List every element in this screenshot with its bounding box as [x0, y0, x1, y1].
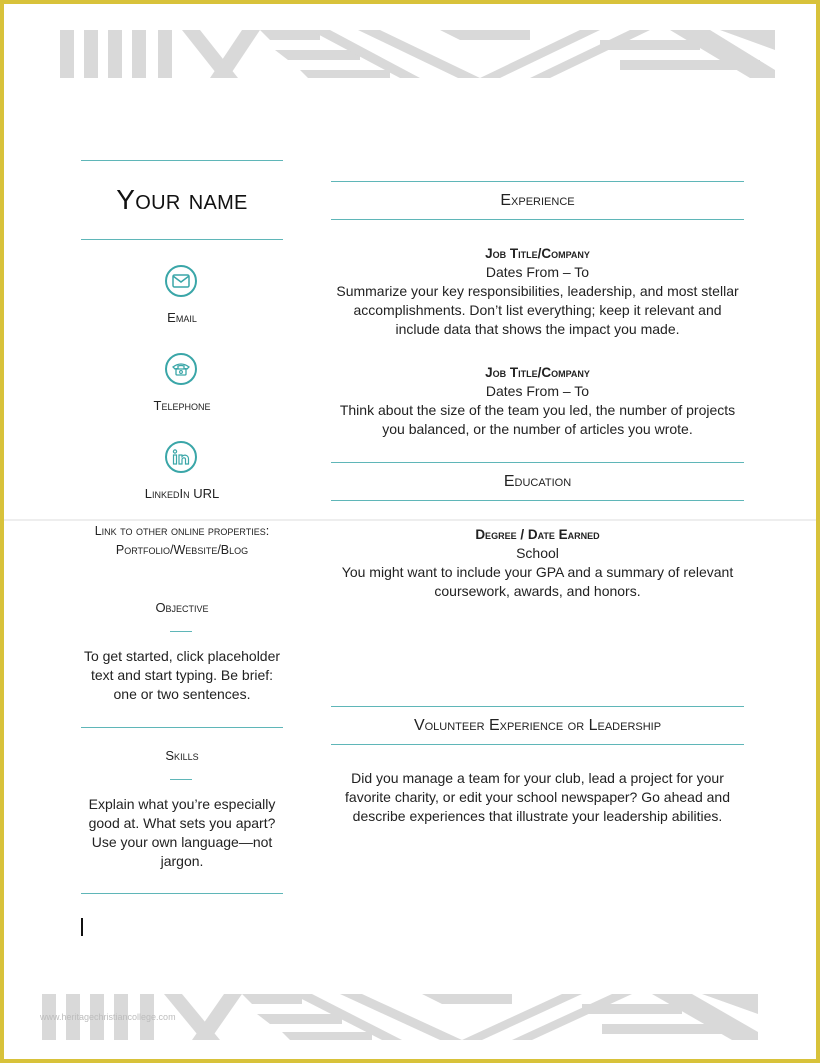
education-rule-top	[331, 462, 744, 463]
job-entry-1	[331, 244, 744, 339]
site-watermark: www.heritagechristiancollege.com	[40, 1012, 176, 1022]
volunteer-rule-bottom	[331, 744, 744, 745]
text-cursor	[81, 918, 83, 936]
objective-text[interactable]: To get started, click placeholder text and start typing. Be brief: one or two sentences.	[83, 648, 281, 702]
degree-title[interactable]: Degree / Date Earned	[475, 527, 600, 542]
education-entry	[331, 525, 744, 601]
job-dates-2[interactable]: Dates From – To	[485, 383, 590, 399]
telephone-icon	[165, 353, 197, 385]
online-properties-line2[interactable]: Portfolio/Website/Blog	[115, 543, 249, 557]
volunteer-heading[interactable]: Volunteer Experience or Leadership	[413, 717, 662, 734]
education-description[interactable]: You might want to include your GPA and a summary of relevant coursework, awards, and honors.	[341, 564, 734, 599]
name-rule-bottom	[81, 239, 283, 240]
linkedin-label[interactable]: LinkedIn URL	[144, 486, 220, 501]
job-description-1[interactable]: Summarize your key responsibilities, leadership, and most stellar accomplishments. Don’t list everything; keep it relevant and include data that shows the impact you made.	[336, 283, 739, 337]
experience-rule-top	[331, 181, 744, 182]
skills-divider	[170, 779, 192, 780]
skills-rule-top	[81, 727, 283, 728]
job-dates-1[interactable]: Dates From – To	[485, 264, 590, 280]
job-entry-2	[331, 363, 744, 439]
experience-rule-bottom	[331, 219, 744, 220]
job-title-1[interactable]: Job Title/Company	[485, 246, 590, 261]
name-rule-top	[81, 160, 283, 161]
volunteer-rule-top	[331, 706, 744, 707]
job-description-2[interactable]: Think about the size of the team you led, the number of projects you balanced, or the number of articles you wrote.	[339, 402, 736, 437]
objective-divider	[170, 631, 192, 632]
education-heading[interactable]: Education	[503, 473, 572, 490]
experience-heading[interactable]: Experience	[500, 192, 575, 209]
skills-rule-bottom	[81, 893, 283, 894]
volunteer-entry	[331, 769, 744, 826]
email-label[interactable]: Email	[167, 310, 197, 325]
linkedin-icon	[165, 441, 197, 473]
header-stripe-pattern	[60, 30, 775, 78]
job-title-2[interactable]: Job Title/Company	[485, 365, 590, 380]
volunteer-description[interactable]: Did you manage a team for your club, lead a project for your favorite charity, or edit your school newspaper? Go ahead and describe experiences that illustrate your leadership abilities.	[345, 770, 730, 824]
skills-text[interactable]: Explain what you’re especially good at. What sets you apart? Use your own language—not jargon.	[88, 796, 276, 869]
page-break	[4, 519, 816, 521]
telephone-label[interactable]: Telephone	[153, 398, 211, 413]
school-name[interactable]: School	[516, 545, 559, 561]
email-icon	[165, 265, 197, 297]
resume-name[interactable]: Your name	[116, 184, 248, 215]
skills-heading[interactable]: Skills	[165, 748, 199, 763]
education-rule-bottom	[331, 500, 744, 501]
objective-heading[interactable]: Objective	[155, 600, 209, 615]
online-properties-line1[interactable]: Link to other online properties:	[94, 524, 270, 538]
